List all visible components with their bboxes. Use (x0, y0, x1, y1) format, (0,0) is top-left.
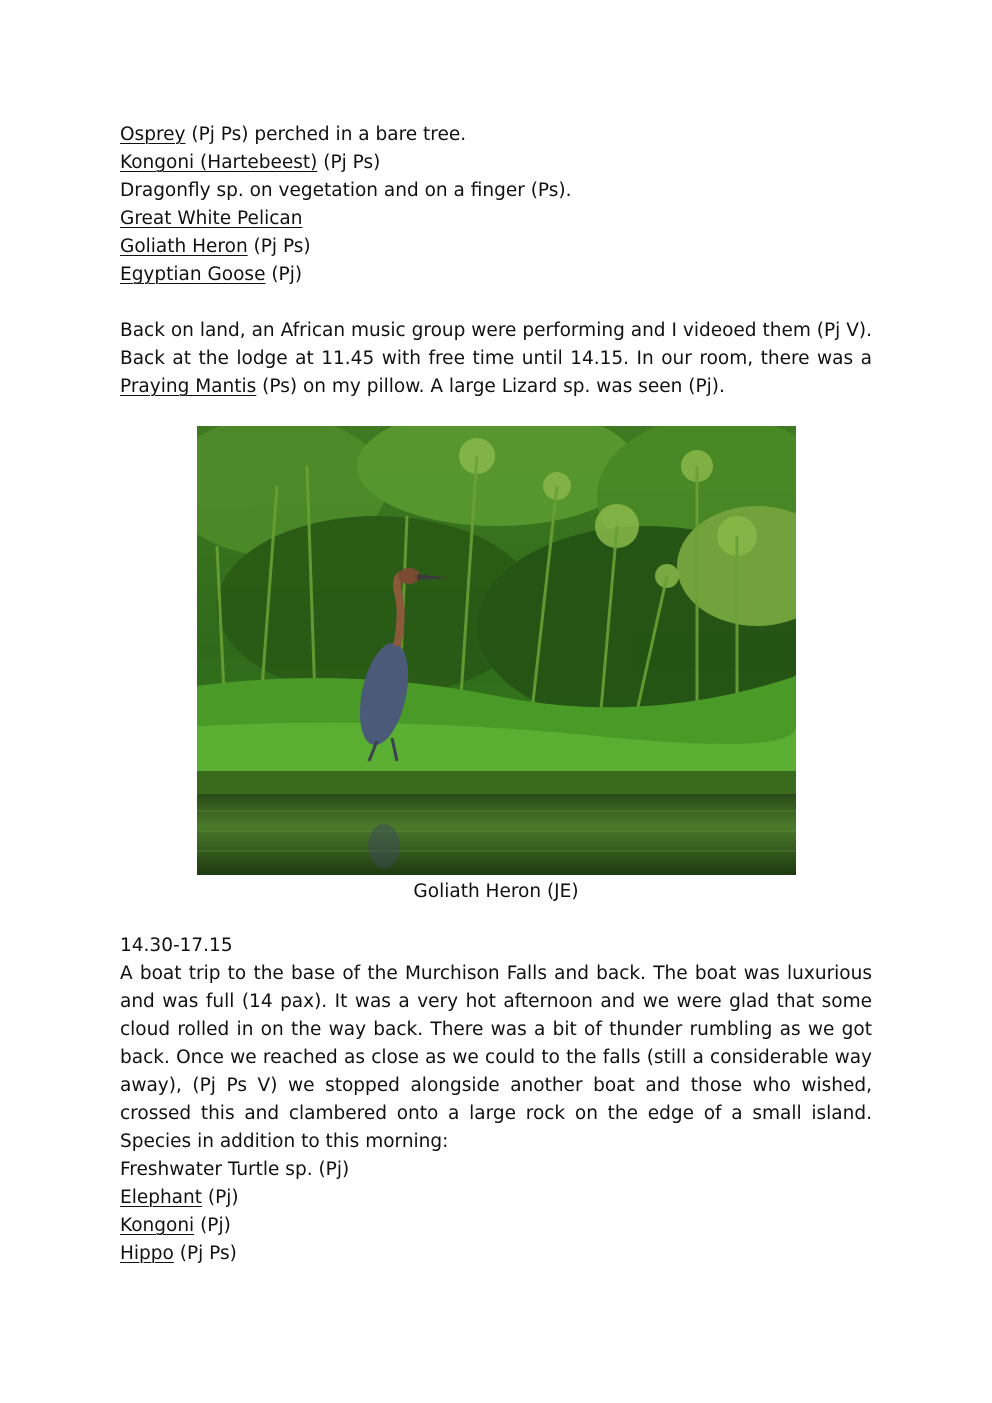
species-link-goliath-heron[interactable]: Goliath Heron (120, 236, 248, 257)
species-note: (Pj) (265, 264, 303, 285)
species-line (120, 149, 872, 177)
figure-caption: Goliath Heron (JE) (413, 881, 579, 902)
species-link-great-white-pelican[interactable]: Great White Pelican (120, 208, 303, 229)
paragraph-text: Back on land, an African music group were performing and I videoed them (Pj V). Back at the lodge at 11.45 with free time until 14.15. In our room, there was a (120, 320, 872, 369)
species-line (120, 205, 872, 233)
species-line (120, 1212, 872, 1240)
species-note: Freshwater Turtle sp. (Pj) (120, 1159, 350, 1180)
species-list-morning (120, 121, 872, 401)
species-link-elephant[interactable]: Elephant (120, 1187, 202, 1208)
paragraph-back-on-land (120, 317, 872, 401)
species-line (120, 1240, 872, 1268)
species-note: Dragonfly sp. on vegetation and on a finger (Ps). (120, 180, 572, 201)
afternoon-section (120, 932, 872, 1268)
goliath-heron-photo (197, 426, 796, 875)
species-line (120, 177, 872, 205)
species-note: (Pj) (194, 1215, 231, 1236)
species-link-egyptian-goose[interactable]: Egyptian Goose (120, 264, 266, 285)
paragraph-boat-trip: A boat trip to the base of the Murchison Falls and back. The boat was luxurious and was full (14 pax). It was a very hot afternoon and we were glad that some cloud rolled in on the way back. There was a bit of thunder rumbling as we got back. Once we reached as close as we could to the falls (still a considerable way away), (Pj Ps V) we stopped alongside another boat and those who wished, crossed this and clambered onto a large rock on the edge of a small island. Species in addition to this morning: (120, 963, 872, 1152)
paragraph-text: (Ps) on my pillow. A large Lizard sp. was seen (Pj). (256, 376, 725, 397)
species-note: (Pj) (202, 1187, 239, 1208)
species-link-kongoni[interactable]: Kongoni (120, 1215, 195, 1236)
species-note: (Pj Ps) perched in a bare tree. (185, 124, 467, 145)
species-note: (Pj Ps) (317, 152, 381, 173)
species-note: (Pj Ps) (247, 236, 311, 257)
species-line (120, 261, 872, 289)
species-line (120, 233, 872, 261)
species-line (120, 121, 872, 149)
species-link-hippo[interactable]: Hippo (120, 1243, 174, 1264)
species-link-praying-mantis[interactable]: Praying Mantis (120, 376, 257, 397)
section-time: 14.30-17.15 (120, 935, 233, 956)
species-link-osprey[interactable]: Osprey (120, 124, 186, 145)
species-line (120, 1184, 872, 1212)
species-note: (Pj Ps) (173, 1243, 237, 1264)
species-link-kongoni-hartebeest[interactable]: Kongoni (Hartebeest) (120, 152, 318, 173)
species-line (120, 1156, 872, 1184)
